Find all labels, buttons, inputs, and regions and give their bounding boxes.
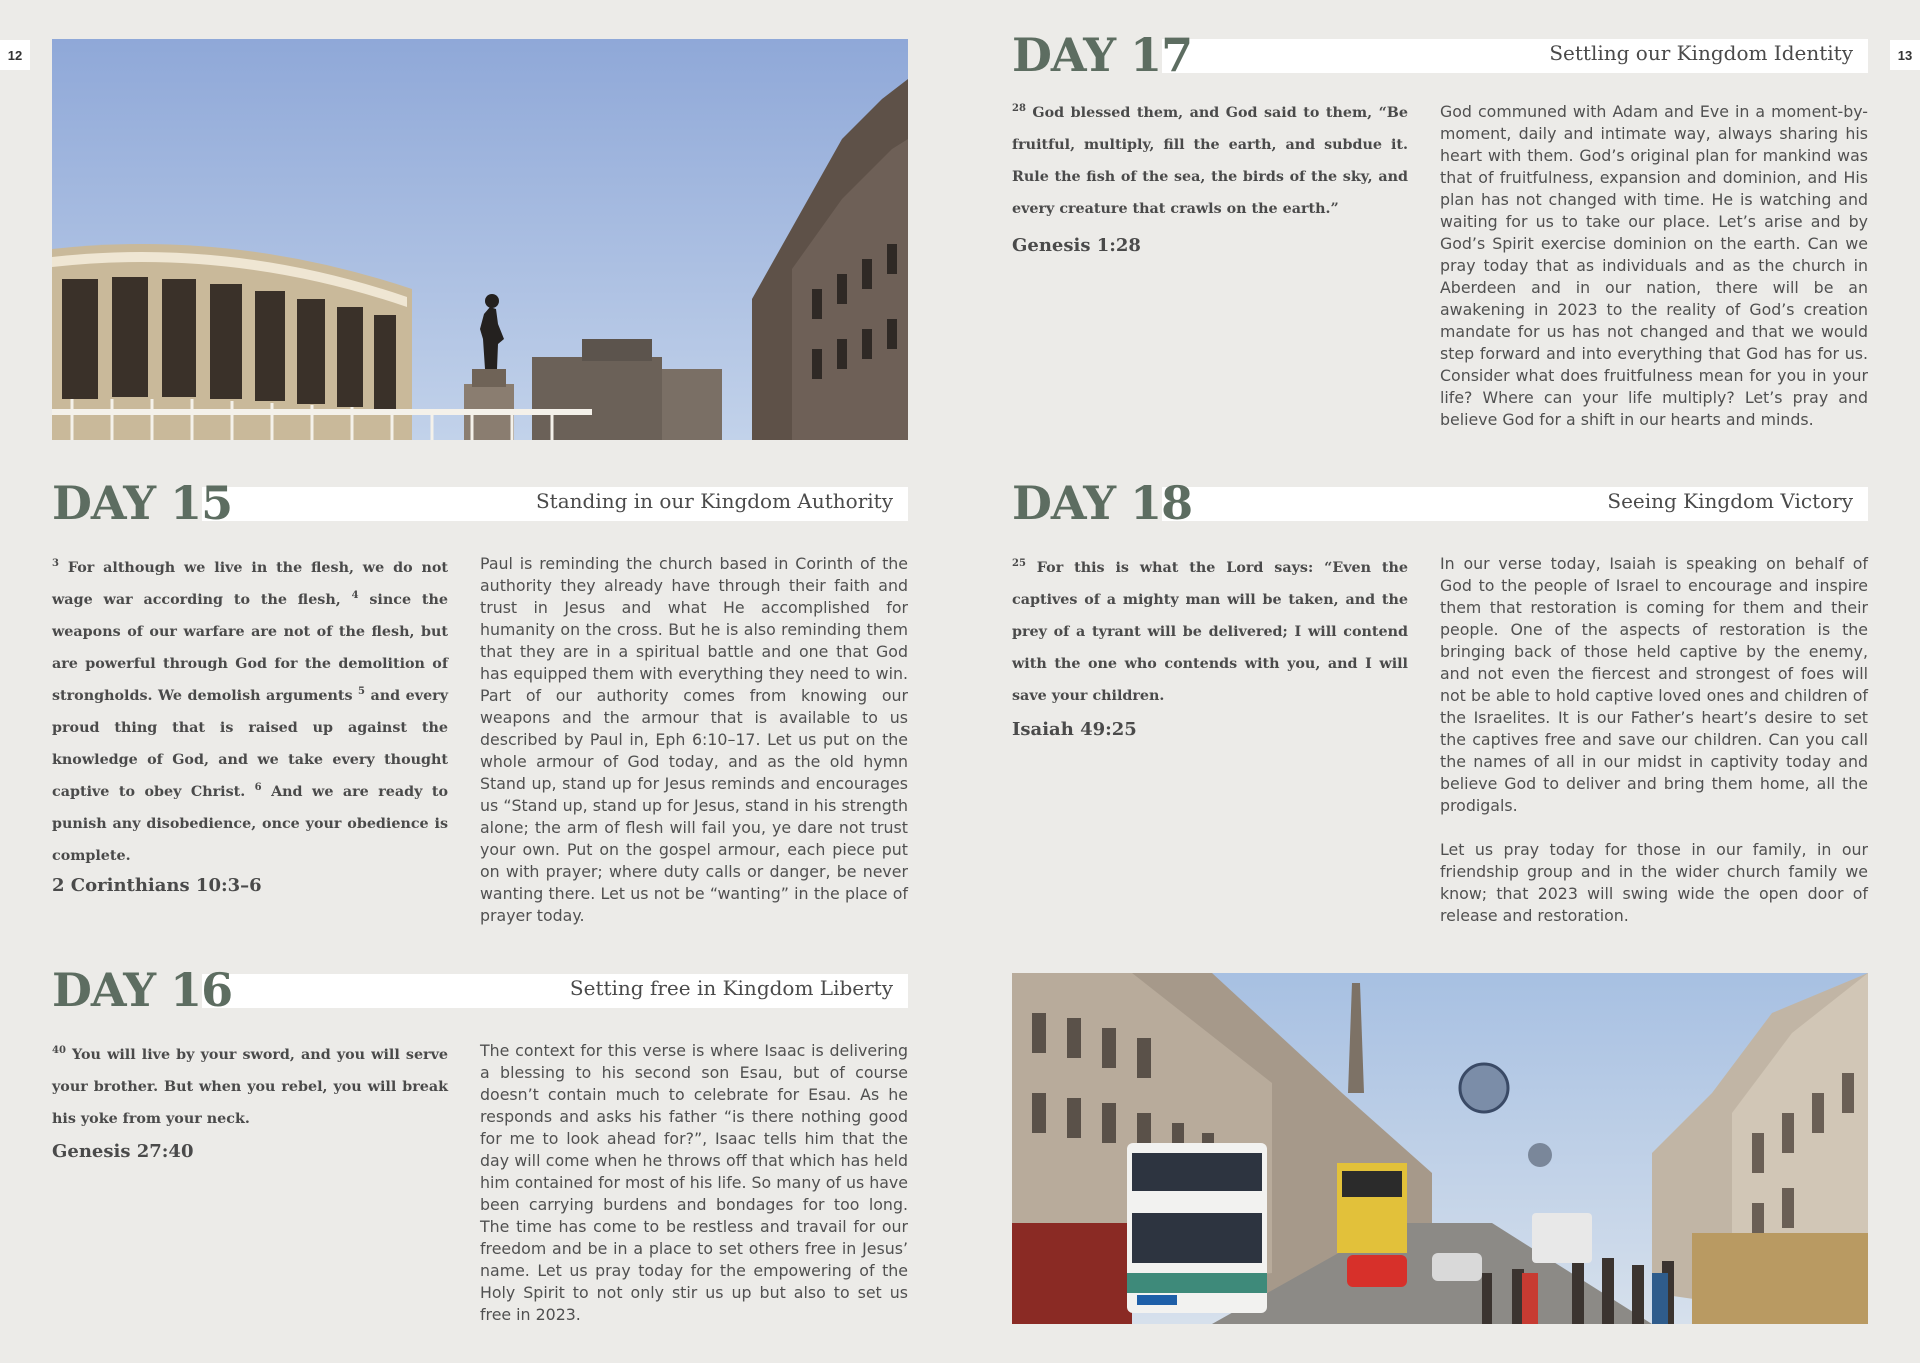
day18-subtitle: Seeing Kingdom Victory — [1607, 489, 1853, 513]
day15-header — [52, 476, 908, 530]
day17-title: DAY 17 — [1012, 28, 1193, 82]
day16-verse: $^{40}$ You will live by your sword, and you will serve your brother. But when you rebel, you will break his yoke from your neck. — [52, 1045, 448, 1127]
photo-union-street — [1012, 973, 1868, 1324]
day18-verse: $^{25}$ For this is what the Lord says: “Even the captives of a mighty man will be taken, and the prey of a tyrant will be delivered; I will contend with the one who contends with you, and I will save your children. — [1012, 558, 1408, 704]
day18-reference: Isaiah 49:25 — [1012, 719, 1137, 740]
day15-reference: 2 Corinthians 10:3–6 — [52, 875, 262, 896]
day16-title: DAY 16 — [52, 963, 233, 1017]
day16-body: The context for this verse is where Isaac is delivering a blessing to his second son Esau, but of course doesn’t contain much to celebrate for Esau. As he responds and asks his father “is there nothing good for me to look ahead for?”, Isaac tells him that the day will come when he throws off that which has held him contained for most of his life. So many of us have been carrying burdens and bondages for too long. The time has come to be restless and travail for our freedom and be in a place to set others free in Jesus’ name. Let us pray today for the empowering of the Holy Spirit to not only stir us up but also to set us free in 2023. — [480, 1041, 908, 1324]
day15-title: DAY 15 — [52, 476, 233, 530]
photo-aberdeen-statue — [52, 39, 908, 440]
day15-verse: $^3$ For although we live in the flesh, we do not wage war according to the flesh, $^4$ since the weapons of our warfare are not of the flesh, but are powerful through God for the demolition of strongholds. We demolish arguments $^5$ and every proud thing that is raised up against the knowledge of God, and we take every thought captive to obey Christ. $^6$ And we are ready to punish any disobedience, once your obedience is complete. — [52, 558, 449, 864]
day16-subtitle: Setting free in Kingdom Liberty — [569, 976, 893, 1000]
day17-verse: $^{28}$ God blessed them, and God said to them, “Be fruitful, multiply, fill the earth, and subdue it. Rule the fish of the sea, the birds of the sky, and every creature that crawls on the earth.” — [1012, 103, 1408, 217]
day17-body: God communed with Adam and Eve in a moment-by-moment, daily and intimate way, always sharing his heart with them. God’s original plan for mankind was that of fruitfulness, expansion and dominion, and His plan has not changed with time. He is watching and waiting for us to take our place. Let’s arise and by God’s Spirit exercise dominion on the earth. Can we pray today that as individuals and as the church in Aberdeen and in our nation, there will be an awakening in 2023 to the reality of God’s creation mandate for us has not changed and that we would step forward and into everything that God has for us. Consider what does fruitfulness mean for you in your life? Where can your life multiply? Let’s pray and believe God for a shift in our hearts and minds. — [1440, 102, 1868, 429]
page-number-right: 13 — [1890, 40, 1920, 70]
day16-reference: Genesis 27:40 — [52, 1141, 194, 1162]
day17-subtitle: Settling our Kingdom Identity — [1549, 41, 1853, 65]
day17-header — [1012, 28, 1868, 82]
day15-body: Paul is reminding the church based in Corinth of the authority they already have through their faith and trust in Jesus and what He accomplished for humanity on the cross. But he is also reminding them that they are in a spiritual battle and one that God has equipped them with everything they need to win. Part of our authority comes from knowing our weapons and the armour that is available to us described by Paul in, Eph 6:10–17. Let us put on the whole armour of God today, and as the old hymn Stand up, stand up for Jesus reminds and encourages us “Stand up, stand up for Jesus, stand in his strength alone; the arm of flesh will fail you, ye dare not trust your own. Put on the gospel armour, each piece put on with prayer; where duty calls or danger, be never wanting there. Let us not be “wanting” in the place of prayer today. — [480, 554, 908, 925]
page-number-left: 12 — [0, 40, 30, 70]
day18-body: In our verse today, Isaiah is speaking on behalf of God to the people of Israel to encourage and inspire them that restoration is coming for them and their people. One of the aspects of restoration is the bringing back of those held captive by the enemy, and not even the fiercest and strongest of foes will not be able to hold captive loved ones and children of the Israelites. It is our Father’s heart’s desire to set the captives free and save our children. Can you call the names of all in our midst in captivity today and believe God to deliver and bring them home, all the prodigals. Let us pray today for those in our family, in our friendship group and in the wider church family we know; that 2023 will swing wide the open door of release and restoration. — [1440, 554, 1868, 925]
day17-reference: Genesis 1:28 — [1012, 235, 1141, 256]
day18-title: DAY 18 — [1012, 476, 1193, 530]
day15-subtitle: Standing in our Kingdom Authority — [535, 489, 893, 513]
day16-header — [52, 963, 908, 1017]
day18-header — [1012, 476, 1868, 530]
